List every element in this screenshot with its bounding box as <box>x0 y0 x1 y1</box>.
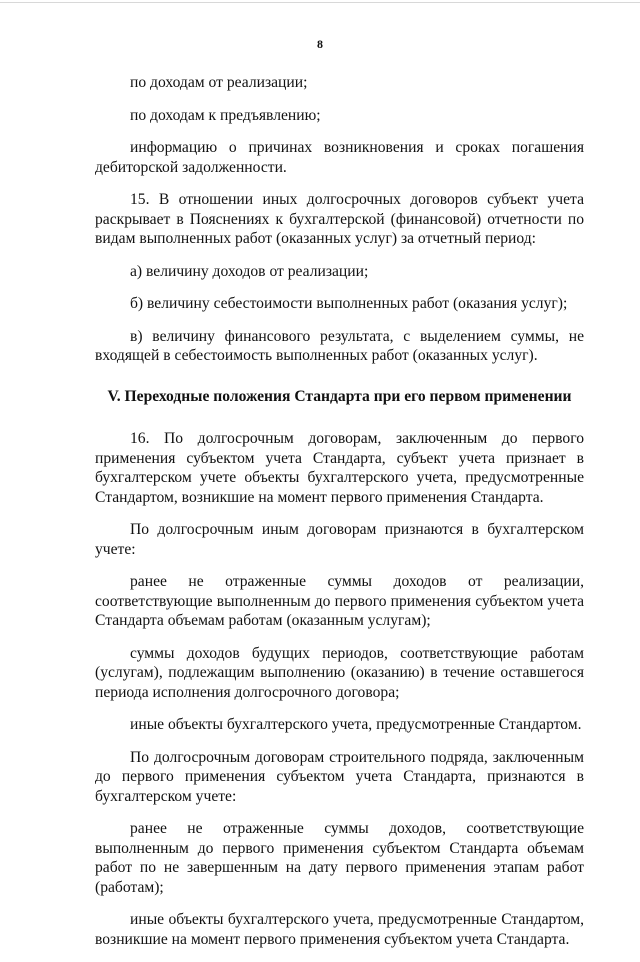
paragraph-other-long-term-contracts: По долгосрочным иным договорам признаются в бухгалтерском учете: <box>95 521 584 558</box>
list-item-other-objects: иные объекты бухгалтерского учета, предусмотренные Стандартом. <box>130 716 582 733</box>
clause-16: 16. По долгосрочным договорам, заключенным до первого применения субъектом учета Стандарта, субъект учета признает в бухгалтерском учете объекты бухгалтерского учета, предусмотренные Стандартом, возникшие на момент первого применения Стандарта. <box>95 430 584 506</box>
paragraph-construction-contracts: По долгосрочным договорам строительного подряда, заключенным до первого применения субъектом учета Стандарта, признаются в бухгалтерском учете: <box>95 748 584 805</box>
page-number: 8 <box>317 37 323 51</box>
clause-15: 15. В отношении иных долгосрочных договоров субъект учета раскрывает в Пояснениях к бухгалтерской (финансовой) отчетности по видам выполненных работ (оказанных услуг) за отчетный период: <box>95 191 584 247</box>
list-item-unrecorded-revenue: ранее не отраженные суммы доходов от реализации, соответствующие выполненным до первого применения субъектом учета Стандарта объемам работам (оказанным услугам); <box>95 573 584 629</box>
clause-15-item-c: в) величину финансового результата, с выделением суммы, не входящей в себестоимость выполненных работ (оказанных услуг). <box>95 327 584 364</box>
list-item-construction-other-objects: иные объекты бухгалтерского учета, предусмотренные Стандартом, возникшие на момент первого применения субъектом учета Стандарта. <box>95 911 584 948</box>
list-item-receivables-info: информацию о причинах возникновения и сроках погашения дебиторской задолженности. <box>95 139 584 176</box>
list-item-revenue-presentation: по доходам к предъявлению; <box>130 106 321 124</box>
clause-15-item-b: б) величину себестоимости выполненных работ (оказания услуг); <box>130 295 568 312</box>
clause-15-item-a: а) величину доходов от реализации; <box>130 262 369 280</box>
scan-edge-line <box>0 2 640 3</box>
list-item-construction-unrecorded-revenue: ранее не отраженные суммы доходов, соответствующие выполненным до первого применения субъектом Стандарта объемам работ по не завершенным на дату первого применения этапам работ (работам); <box>95 820 584 896</box>
section-heading: V. Переходные положения Стандарта при его первом применении <box>107 387 572 405</box>
list-item-deferred-income: суммы доходов будущих периодов, соответствующие работам (услугам), подлежащим выполнению (оказанию) в течение оставшегося периода исполнения долгосрочного договора; <box>95 644 584 701</box>
document-body <box>95 73 584 962</box>
list-item-revenue-sales: по доходам от реализации; <box>130 74 308 91</box>
